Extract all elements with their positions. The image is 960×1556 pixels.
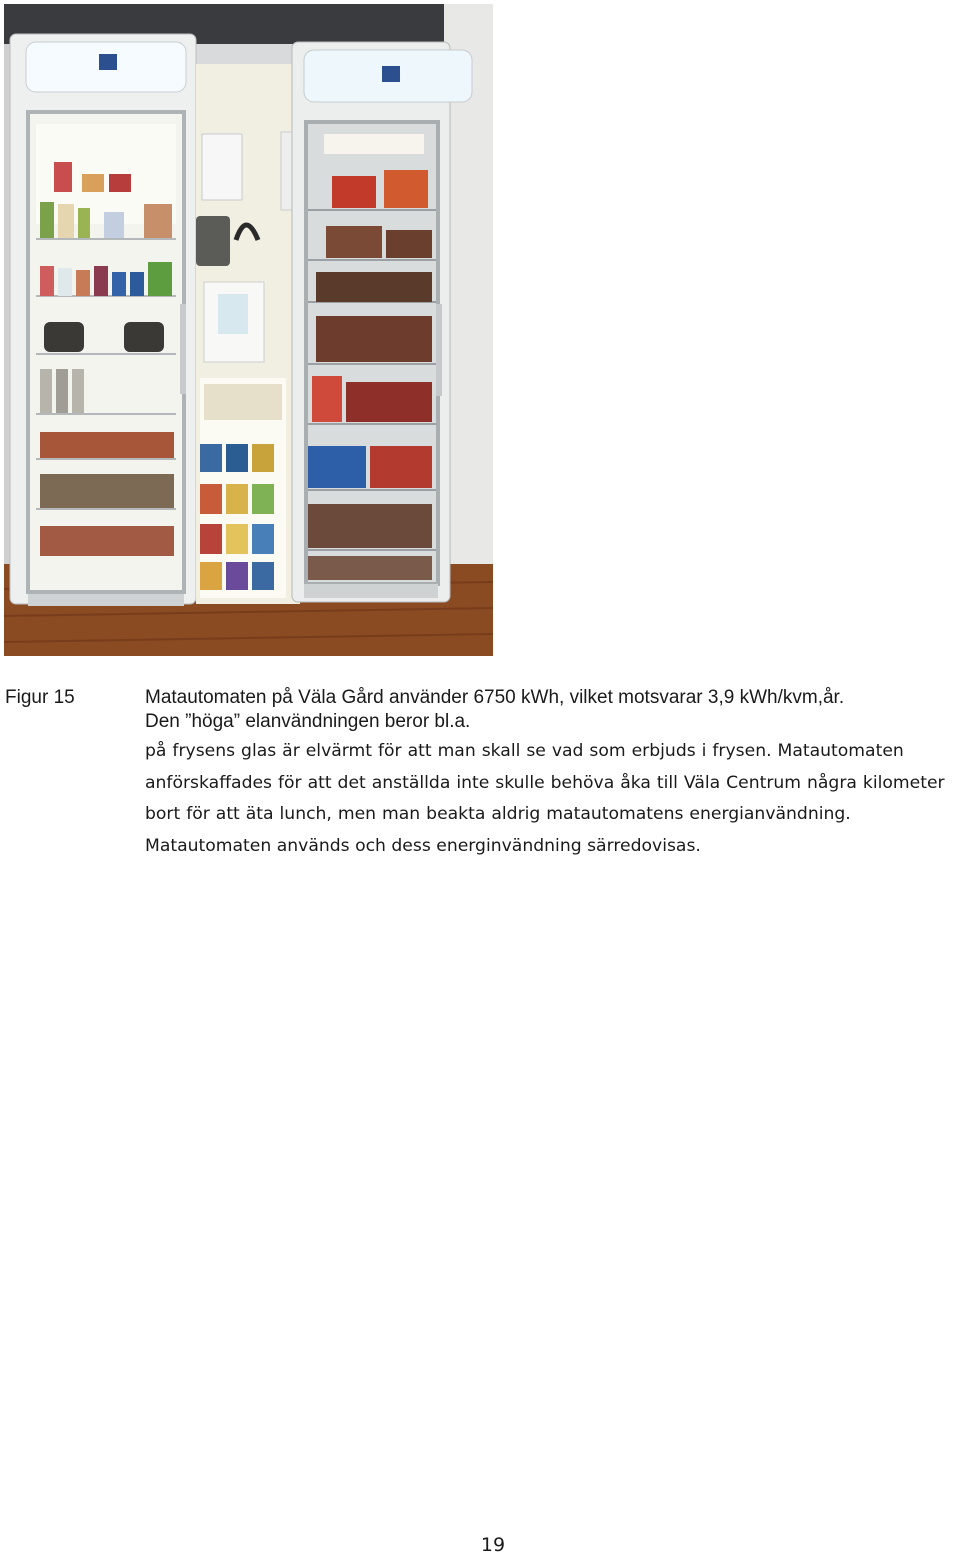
vending-fridge-photo — [4, 4, 493, 656]
caption-body: på frysens glas är elvärmt för att man skall se vad som erbjuds i frysen. Matautomaten anförskaffades för att det anställda inte skulle behöva åka till Väla Centrum några kilometer bort för att äta lunch, men man beakta aldrig matautomatens energianvändning. — [145, 741, 945, 824]
caption-line-1: Matautomaten på Väla Gård använder 6750 kWh, vilket motsvarar 3,9 kWh/kvm,år. — [145, 687, 845, 708]
caption-closing: Matautomaten används och dess energinvändning särredovisas. — [145, 835, 701, 856]
figure-caption — [145, 686, 957, 862]
caption-line-2: Den ”höga” elanvändningen beror bl.a. — [145, 711, 471, 732]
page-number: 19 — [480, 1534, 506, 1556]
figure-label: Figur 15 — [5, 687, 75, 708]
